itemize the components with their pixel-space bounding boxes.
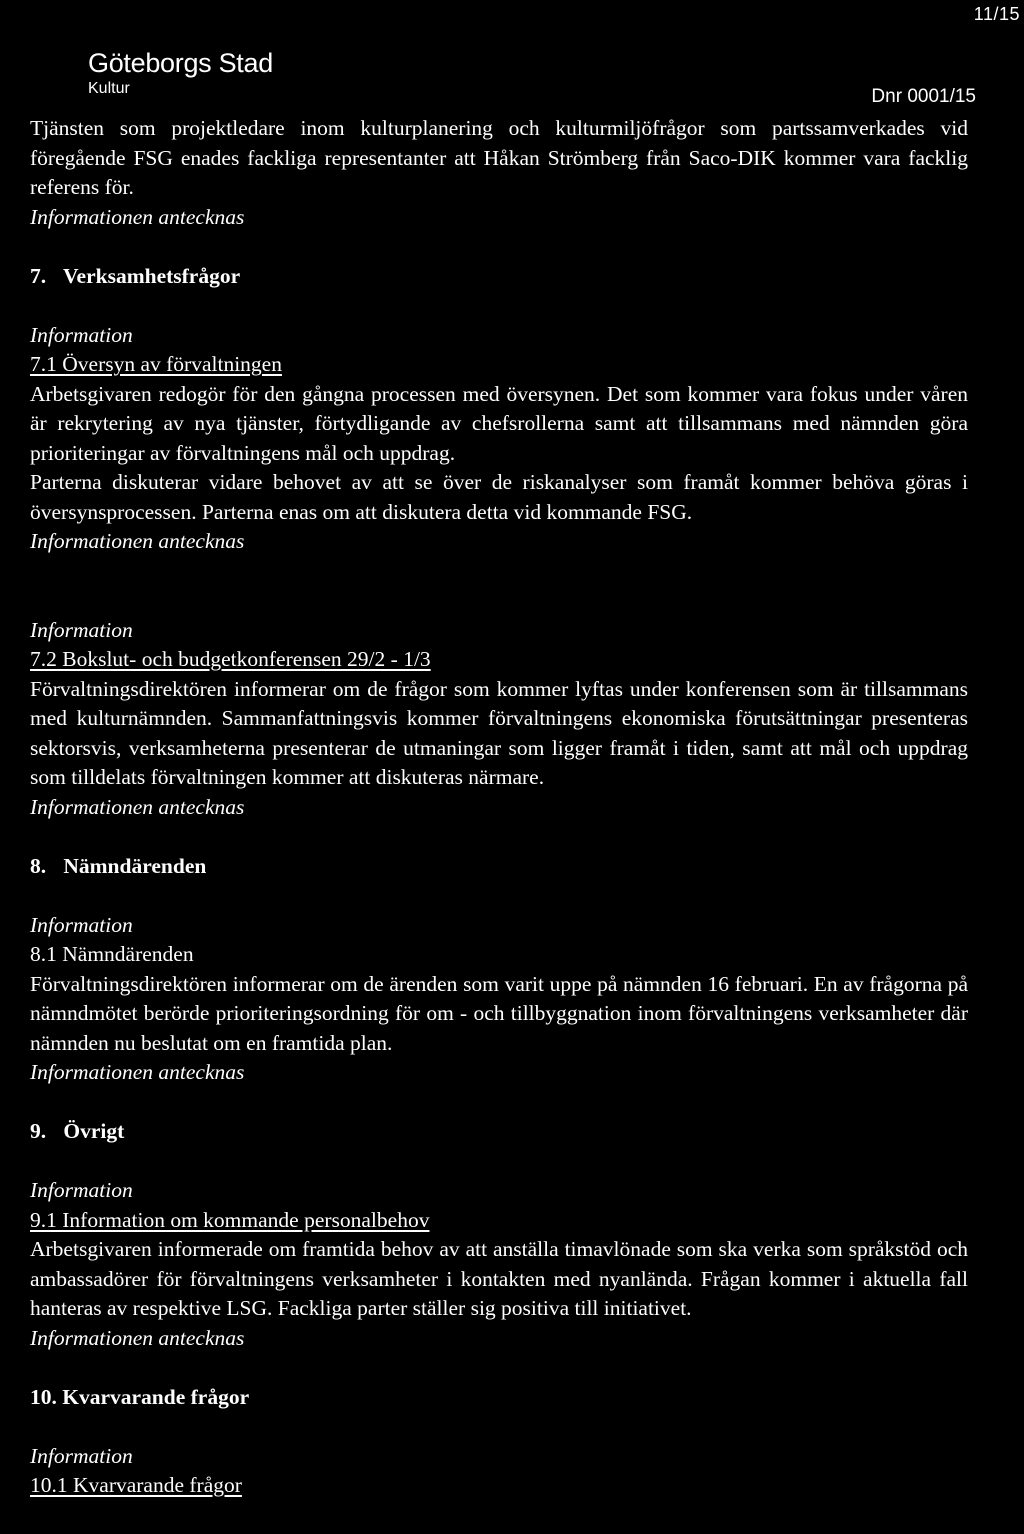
item-9-1-type: Information	[30, 1178, 133, 1202]
section-9-number: 9.	[30, 1119, 47, 1143]
section-9-title: Övrigt	[63, 1119, 125, 1143]
section-8-title: Nämndärenden	[63, 853, 207, 878]
item-7-2-note: Informationen antecknas	[30, 794, 245, 819]
item-7-1-paragraph-1: Arbetsgivaren redogör för den gångna processen med översynen. Det som kommer vara fokus under våren är rekrytering av nya tjänster, förtydligande av chefsrollerna samt att tillsammans med nämnden göra prioriteringar av förvaltningens mål och uppdrag.	[30, 381, 968, 465]
document-body	[30, 114, 968, 1501]
item-7-1-type: Information	[30, 322, 133, 347]
item-10-1-type: Information	[30, 1443, 133, 1468]
item-8-1-paragraph-1: Förvaltningsdirektören informerar om de ärenden som varit uppe på nämnden 16 februari. En av frågorna på nämndmötet berörde prioriteringsordning för om - och tillbyggnation inom förvaltningens verksamheter där nämnden nu beslutat om en framtida plan.	[30, 971, 968, 1055]
page-number: 11/15	[973, 4, 1020, 24]
item-7-2-title: 7.2 Bokslut- och budgetkonferensen 29/2 - 1/3	[30, 647, 431, 671]
item-8-1-title: 8.1 Nämndärenden	[30, 942, 194, 966]
item-7-1-title: 7.1 Översyn av förvaltningen	[30, 352, 282, 376]
section-8-number: 8.	[30, 853, 47, 878]
item-9-1-paragraph-1: Arbetsgivaren informerade om framtida behov av att anställa timavlönade som ska verka som språkstöd och ambassadörer för förvaltningens verksamheter i kontakten med nyanlända. Frågan kommer i aktuella fall hanteras av respektive LSG. Fackliga parter ställer sig positiva till initiativet.	[30, 1237, 968, 1320]
item-10-1-title: 10.1 Kvarvarande frågor	[30, 1473, 242, 1497]
org-name: Göteborgs Stad	[88, 48, 273, 78]
intro-paragraph: Tjänsten som projektledare inom kulturplanering och kulturmiljöfrågor som partssamverkades vid föregående FSG enades fackliga representanter att Håkan Strömberg från Saco-DIK kommer vara facklig referens för.	[30, 116, 968, 199]
item-7-2-type: Information	[30, 617, 133, 642]
section-7-title: Verksamhetsfrågor	[63, 263, 241, 288]
intro-note: Informationen antecknas	[30, 204, 245, 229]
item-9-1-title: 9.1 Information om kommande personalbehov	[30, 1207, 430, 1232]
section-8-heading	[30, 852, 968, 882]
section-7-heading	[30, 262, 968, 292]
section-9-heading	[30, 1117, 968, 1147]
item-7-2-paragraph-1: Förvaltningsdirektören informerar om de frågor som kommer lyftas under konferensen som är tillsammans med kulturnämnden. Sammanfattningsvis kommer förvaltningens ekonomiska förutsättningar presenteras sektorsvis, verksamheterna presenterar de utmaningar som ligger framåt i tiden, samt att mål och uppdrag som tilldelats förvaltningen kommer att diskuteras närmare.	[30, 676, 968, 789]
section-10-heading	[30, 1383, 968, 1413]
item-7-1-paragraph-2: Parterna diskuterar vidare behovet av att se över de riskanalyser som framåt kommer behöva göras i översynsprocessen. Parterna enas om att diskutera detta vid kommande FSG.	[30, 470, 968, 524]
department-name: Kultur	[88, 80, 130, 97]
document-number: Dnr 0001/15	[871, 86, 976, 107]
item-8-1-note: Informationen antecknas	[30, 1060, 245, 1084]
item-8-1-type: Information	[30, 912, 133, 937]
item-7-1-note: Informationen antecknas	[30, 529, 245, 553]
item-9-1-note: Informationen antecknas	[30, 1325, 245, 1350]
section-10-number: 10.	[30, 1384, 57, 1409]
section-7-number: 7.	[30, 263, 47, 288]
section-10-title: Kvarvarande frågor	[62, 1384, 250, 1409]
